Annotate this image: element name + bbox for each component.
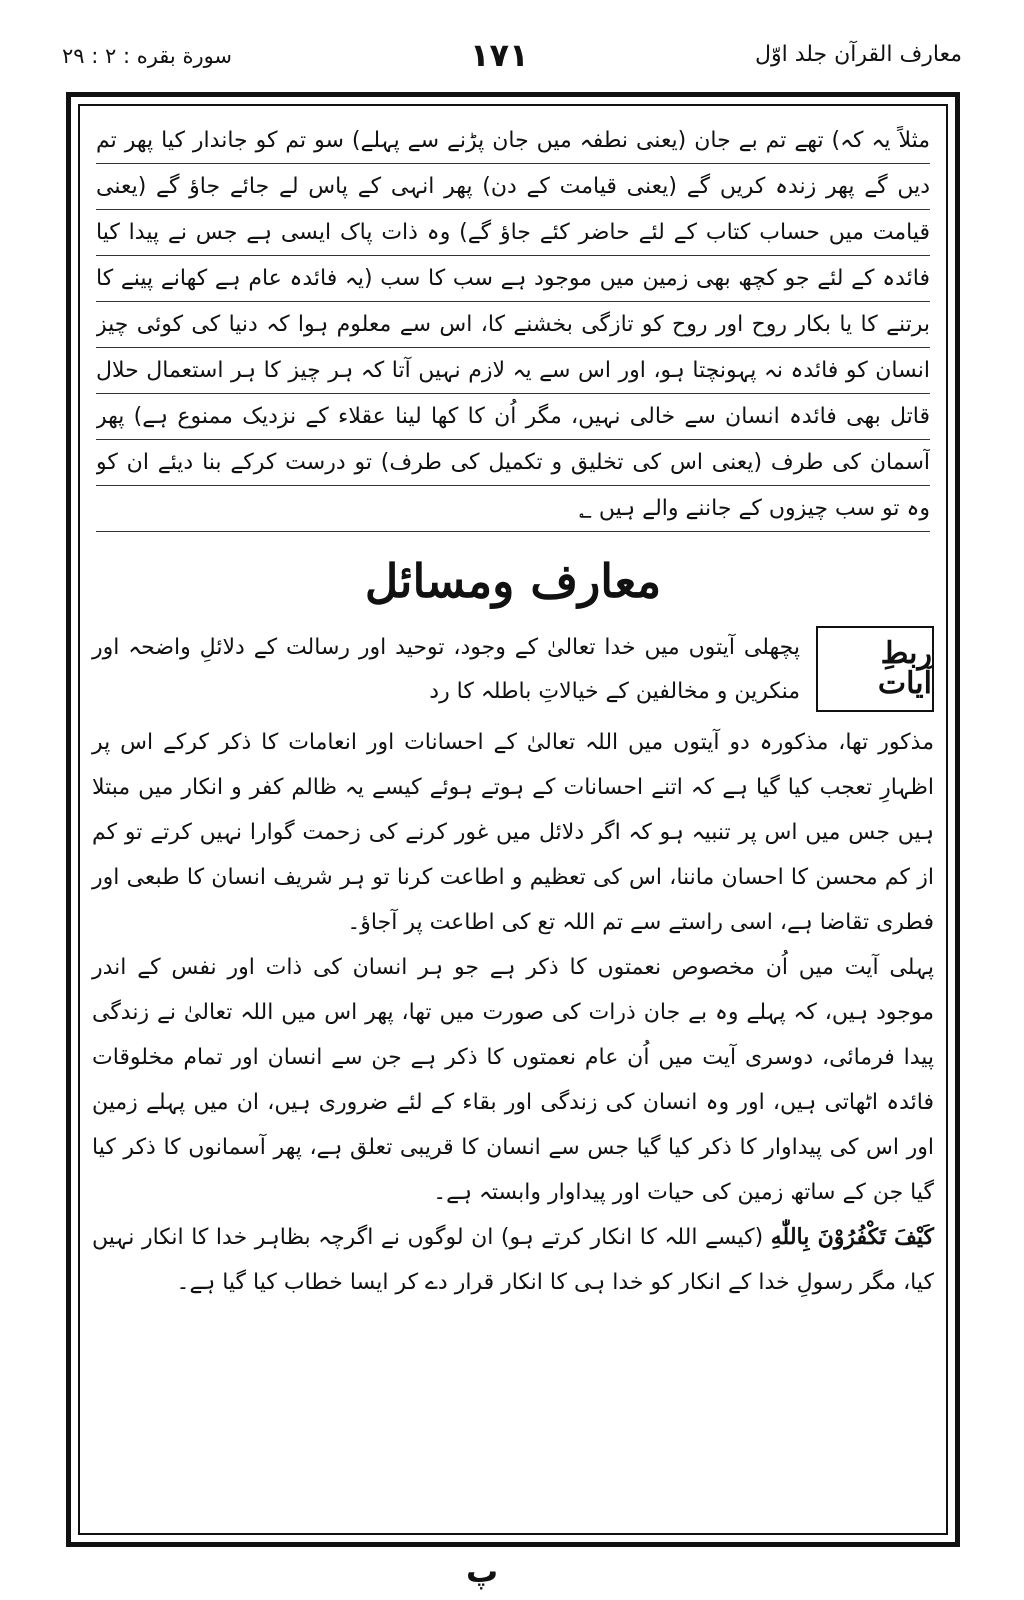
translation-line: مثلاً یہ کہ) تھے تم بے جان (یعنی نطفہ میں جان پڑنے سے پہلے) سو تم کو جاندار کیا پھر تم xyxy=(96,118,930,164)
translation-line: فائدہ کے لئے جو کچھ بھی زمین میں موجود ہے سب کا سب (یہ فائدہ عام ہے کھانے پینے کا xyxy=(96,256,930,302)
page-header xyxy=(0,0,1024,80)
quran-quote: كَيْفَ تَكْفُرُوْنَ بِاللّٰهِ xyxy=(770,1224,934,1250)
final-text: (کیسے اللہ کا انکار کرتے ہو) ان لوگوں نے اگرچہ بظاہر خدا کا انکار نہیں کیا، مگر رسولِ خدا کے انکار کو خدا ہی کا انکار قرار دے کر ایسا خطاب کیا گیا ہے۔ xyxy=(92,1225,934,1295)
final-paragraph xyxy=(92,1215,934,1305)
book-title: معارف القرآن جلد اوّل xyxy=(754,42,962,67)
rabt-section xyxy=(92,626,934,716)
rabt-text: پچھلی آیتوں میں خدا تعالیٰ کے وجود، توحید اور رسالت کے دلائلِ واضحہ اور منکرین و مخالفین کے خیالاتِ باطلہ کا رد xyxy=(92,635,800,704)
translation-line: انسان کو فائدہ نہ پہونچتا ہو، اور اس سے یہ لازم نہیں آتا کہ ہر چیز کا ہر استعمال حلال xyxy=(96,348,930,394)
rabt-label-box: ربطِ آیات xyxy=(816,626,934,712)
section-title: معارف ومسائل xyxy=(364,554,662,608)
surah-reference: سورة بقره : ۲ : ۲۹ xyxy=(62,44,233,68)
translation-line: آسمان کی طرف (یعنی اس کی تخلیق و تکمیل کی طرف) تو درست کرکے بنا دیئے ان کو xyxy=(96,440,930,486)
body-paragraph: پہلی آیت میں اُن مخصوص نعمتوں کا ذکر ہے جو ہر انسان کی ذات اور نفس کے اندر موجود ہیں، کہ پہلے وہ بے جان ذرات کی صورت میں تھا، پھر اس میں اللہ تعالیٰ نے زندگی پیدا فرمائی، دوسری آیت میں اُن عام نعمتوں کا ذکر ہے جن سے انسان اور تمام مخلوقات فائدہ اٹھاتی ہیں، اور وہ انسان کی زندگی اور بقاء کے لئے ضروری ہیں، ان میں پہلے زمین اور اس کی پیداوار کا ذکر کیا گیا جس سے انسان کا قریبی تعلق ہے، پھر آسمانوں کا ذکر کیا گیا جن کے ساتھ زمین کی حیات اور پیداوار وابستہ ہے۔ xyxy=(92,955,934,1205)
translation-line: وہ تو سب چیزوں کے جاننے والے ہیں ؂ xyxy=(96,486,930,532)
body-paragraph: مذکور تھا، مذکورہ دو آیتوں میں اللہ تعالیٰ کے احسانات اور انعامات کا ذکر کرکے اس پر اظہارِ تعجب کیا گیا ہے کہ اتنے احسانات کے ہوتے ہوئے کیسے یہ ظالم کفر و انکار میں مبتلا ہیں جس میں اس پر تنبیہ ہو کہ اگر دلائل میں غور کرنے کی زحمت گوارا نہیں کرتے تو کم از کم محسن کا احسان ماننا، اس کی تعظیم و اطاعت کرنا تو ہر شریف انسان کا طبعی اور فطری تقاضا ہے، اسی راستے سے تم اللہ تع کی اطاعت پر آجاؤ۔ xyxy=(92,730,934,935)
translation-line: برتنے کا یا بکار روح اور روح کو تازگی بخشنے کا، اس سے معلوم ہوا کہ دنیا کی کوئی چیز xyxy=(96,302,930,348)
translation-line: قیامت میں حساب کتاب کے لئے حاضر کئے جاؤ گے) وہ ذات پاک ایسی ہے جس نے پیدا کیا xyxy=(96,210,930,256)
bottom-page-mark: پ xyxy=(466,1552,499,1590)
page-content xyxy=(92,112,934,1522)
translation-block xyxy=(92,118,934,532)
translation-line: قاتل بھی فائدہ انسان سے خالی نہیں، مگر اُن کا کھا لینا عقلاء کے نزدیک ممنوع ہے) پھر xyxy=(96,394,930,440)
page-number: ۱۷۱ xyxy=(470,36,529,74)
translation-line: دیں گے پھر زندہ کریں گے (یعنی قیامت کے دن) پھر انہی کے پاس لے جائے جاؤ گے (یعنی xyxy=(96,164,930,210)
